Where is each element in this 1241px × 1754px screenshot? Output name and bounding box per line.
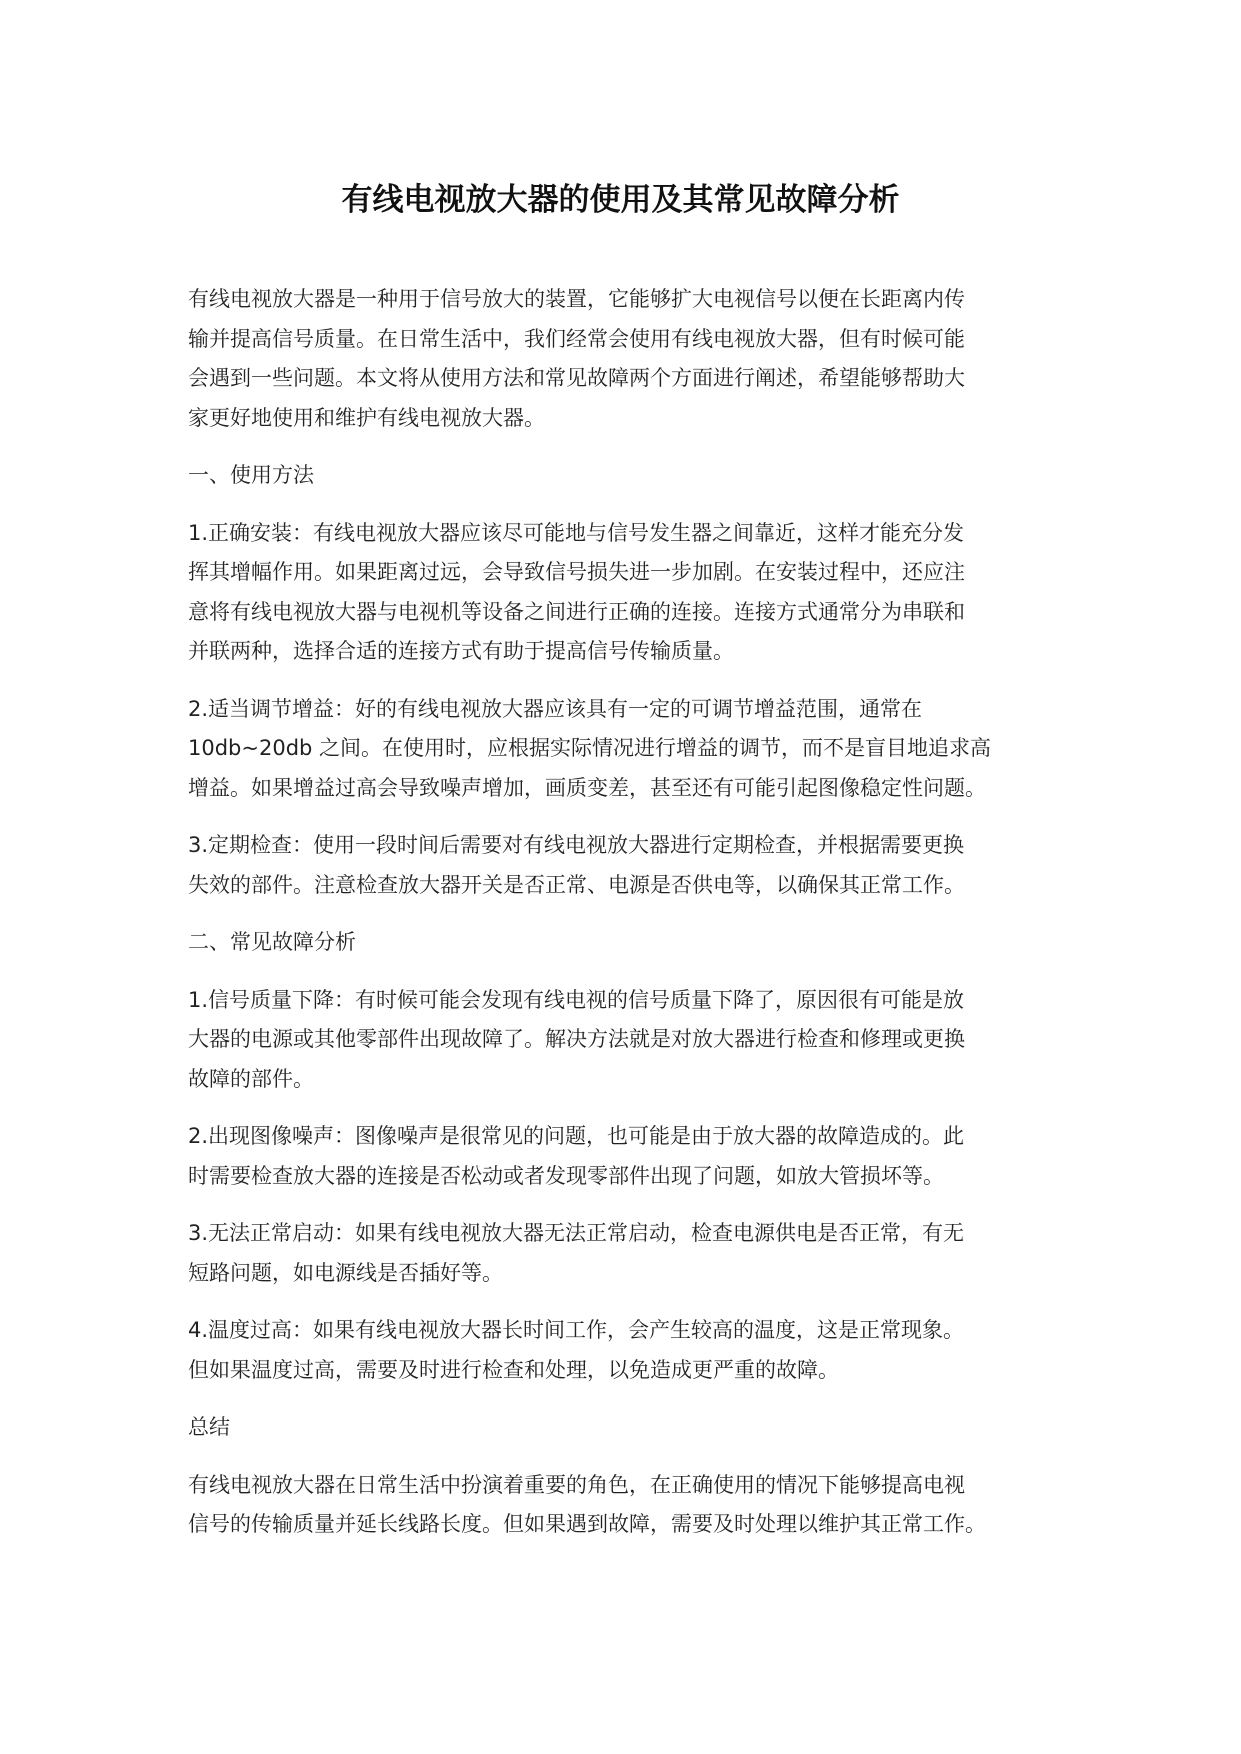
summary-paragraph bbox=[188, 1466, 1068, 1545]
text-line: 4.温度过高：如果有线电视放大器长时间工作，会产生较高的温度，这是正常现象。 bbox=[188, 1318, 965, 1342]
text-line: 并联两种，选择合适的连接方式有助于提高信号传输质量。 bbox=[188, 639, 734, 663]
text-line: 挥其增幅作用。如果距离过远，会导致信号损失进一步加剧。在安装过程中，还应注 bbox=[188, 560, 965, 584]
text-line: 2.适当调节增益：好的有线电视放大器应该具有一定的可调节增益范围，通常在 bbox=[188, 696, 923, 721]
text-line: 2.出现图像噪声：图像噪声是很常见的问题，也可能是由于放大器的故障造成的。此 bbox=[188, 1124, 965, 1148]
section-heading-faults bbox=[188, 923, 1068, 963]
section-heading-usage bbox=[188, 456, 1068, 496]
heading-text: 总结 bbox=[188, 1415, 230, 1439]
text-line: 信号的传输质量并延长线路长度。但如果遇到故障，需要及时处理以维护其正常工作。 bbox=[188, 1512, 986, 1536]
text-line: 故障的部件。 bbox=[188, 1066, 314, 1091]
usage-item-3 bbox=[188, 826, 1068, 905]
text-line: 有线电视放大器是一种用于信号放大的装置，它能够扩大电视信号以便在长距离内传 bbox=[188, 287, 965, 311]
text-line: 会遇到一些问题。本文将从使用方法和常见故障两个方面进行阐述，希望能够帮助大 bbox=[188, 366, 965, 390]
text-line: 意将有线电视放大器与电视机等设备之间进行正确的连接。连接方式通常分为串联和 bbox=[188, 599, 965, 624]
text-line: 10db~20db 之间。在使用时，应根据实际情况进行增益的调节，而不是盲目地追求高 bbox=[188, 736, 992, 760]
section-heading-summary bbox=[188, 1408, 1068, 1448]
text-line: 但如果温度过高，需要及时进行检查和处理，以免造成更严重的故障。 bbox=[188, 1357, 839, 1382]
usage-item-1 bbox=[188, 514, 1068, 672]
text-line: 1.信号质量下降：有时候可能会发现有线电视的信号质量下降了，原因很有可能是放 bbox=[188, 987, 965, 1012]
document-title: 有线电视放大器的使用及其常见故障分析 bbox=[341, 182, 900, 218]
text-line: 短路问题，如电源线是否插好等。 bbox=[188, 1260, 503, 1285]
text-line: 增益。如果增益过高会导致噪声增加，画质变差，甚至还有可能引起图像稳定性问题。 bbox=[188, 775, 986, 800]
text-line: 有线电视放大器在日常生活中扮演着重要的角色，在正确使用的情况下能够提高电视 bbox=[188, 1472, 965, 1497]
text-line: 时需要检查放大器的连接是否松动或者发现零部件出现了问题，如放大管损坏等。 bbox=[188, 1163, 944, 1188]
heading-text: 一、使用方法 bbox=[188, 463, 314, 487]
document-body bbox=[188, 280, 1068, 1563]
text-line: 失效的部件。注意检查放大器开关是否正常、电源是否供电等，以确保其正常工作。 bbox=[188, 872, 965, 897]
fault-item-2 bbox=[188, 1117, 1068, 1196]
text-line: 3.定期检查：使用一段时间后需要对有线电视放大器进行定期检查，并根据需要更换 bbox=[188, 833, 965, 857]
fault-item-3 bbox=[188, 1214, 1068, 1293]
fault-item-1 bbox=[188, 981, 1068, 1100]
intro-paragraph bbox=[188, 280, 1068, 438]
text-line: 家更好地使用和维护有线电视放大器。 bbox=[188, 405, 545, 430]
usage-item-2 bbox=[188, 690, 1068, 809]
text-line: 3.无法正常启动：如果有线电视放大器无法正常启动，检查电源供电是否正常，有无 bbox=[188, 1221, 965, 1245]
text-line: 输并提高信号质量。在日常生活中，我们经常会使用有线电视放大器，但有时候可能 bbox=[188, 326, 965, 351]
text-line: 大器的电源或其他零部件出现故障了。解决方法就是对放大器进行检查和修理或更换 bbox=[188, 1027, 965, 1051]
text-line: 1.正确安装：有线电视放大器应该尽可能地与信号发生器之间靠近，这样才能充分发 bbox=[188, 520, 965, 545]
fault-item-4 bbox=[188, 1311, 1068, 1390]
heading-text: 二、常见故障分析 bbox=[188, 930, 356, 954]
